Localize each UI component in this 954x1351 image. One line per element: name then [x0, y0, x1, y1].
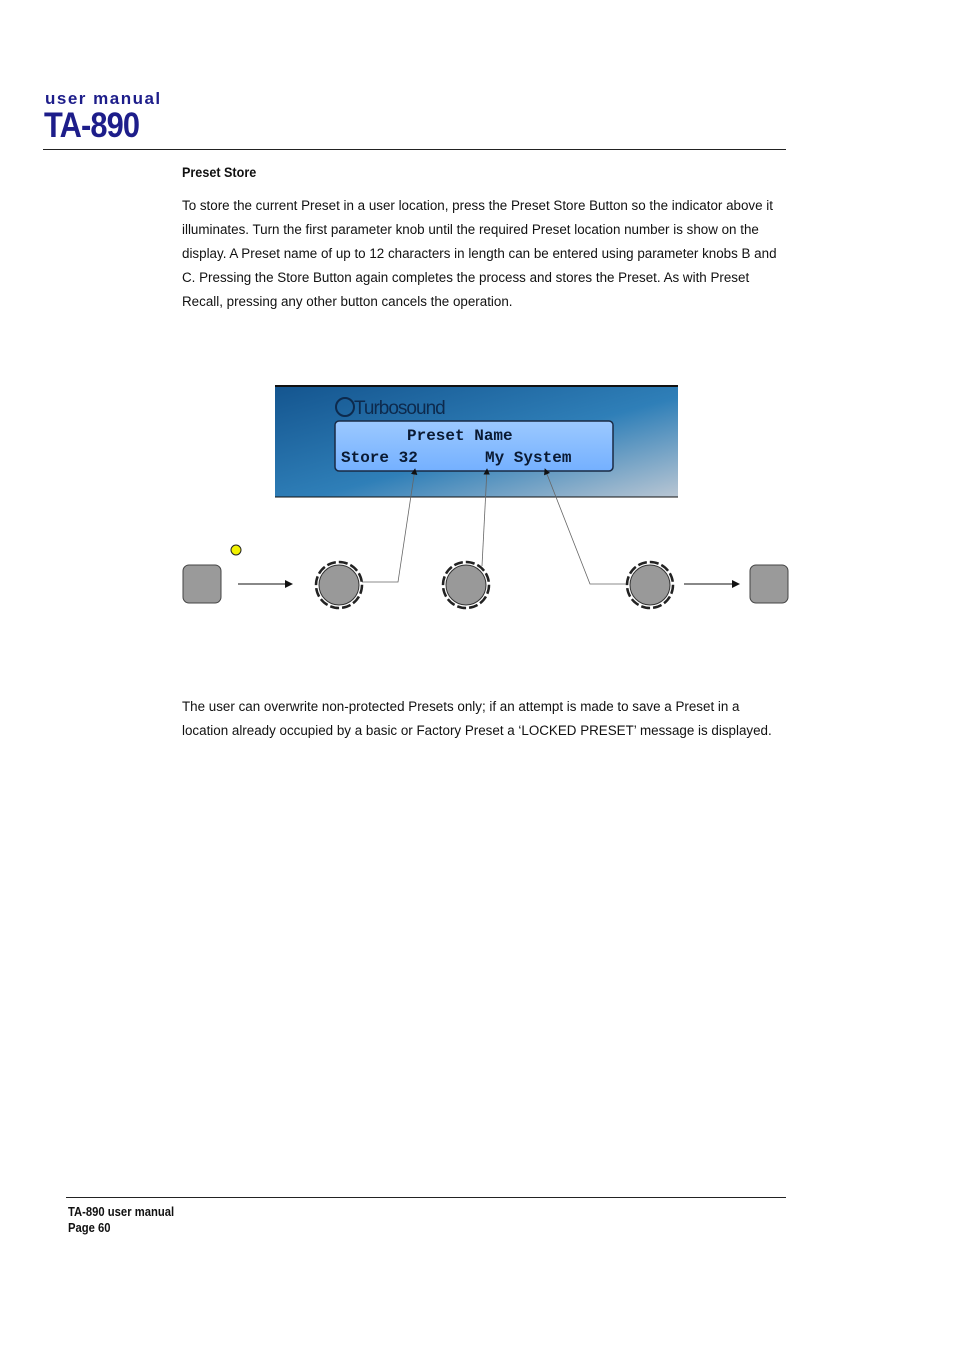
lcd-line-1: Preset Name	[407, 427, 513, 445]
parameter-knob-b[interactable]	[443, 562, 489, 608]
lcd-line-2-right: My System	[485, 449, 572, 467]
footer-manual-title: TA-890 user manual	[68, 1205, 175, 1219]
preset-store-button[interactable]	[183, 565, 221, 603]
header-title: TA-890	[44, 106, 140, 145]
parameter-knob-c[interactable]	[627, 562, 673, 608]
parameter-knob-a[interactable]	[316, 562, 362, 608]
display-brand: Turbosound	[354, 398, 445, 419]
footer-rule	[66, 1197, 786, 1198]
preset-store-diagram	[176, 380, 796, 620]
header-rule	[43, 149, 786, 150]
section-title: Preset Store	[182, 164, 257, 180]
body-paragraph-1: To store the current Preset in a user location, press the Preset Store Button so the indicator above it illuminates. Turn the first parameter knob until the required Preset location number is show on the display. A Preset name of up to 12 characters in length can be entered using parameter knobs B and C. Pressing the Store Button again completes the process and stores the Preset. As with Preset Recall, pressing any other button cancels the operation.	[182, 198, 777, 309]
store-button[interactable]	[750, 565, 788, 603]
footer-page-number: Page 60	[68, 1221, 111, 1235]
display-panel	[275, 386, 678, 497]
header-subtitle: user manual	[45, 89, 162, 108]
lcd-line-2-left: Store 32	[341, 449, 418, 467]
preset-store-indicator-led	[231, 545, 241, 555]
body-paragraph-2: The user can overwrite non-protected Presets only; if an attempt is made to save a Preset in a location already occupied by a basic or Factory Preset a ‘LOCKED PRESET’ message is displayed.	[182, 699, 772, 738]
